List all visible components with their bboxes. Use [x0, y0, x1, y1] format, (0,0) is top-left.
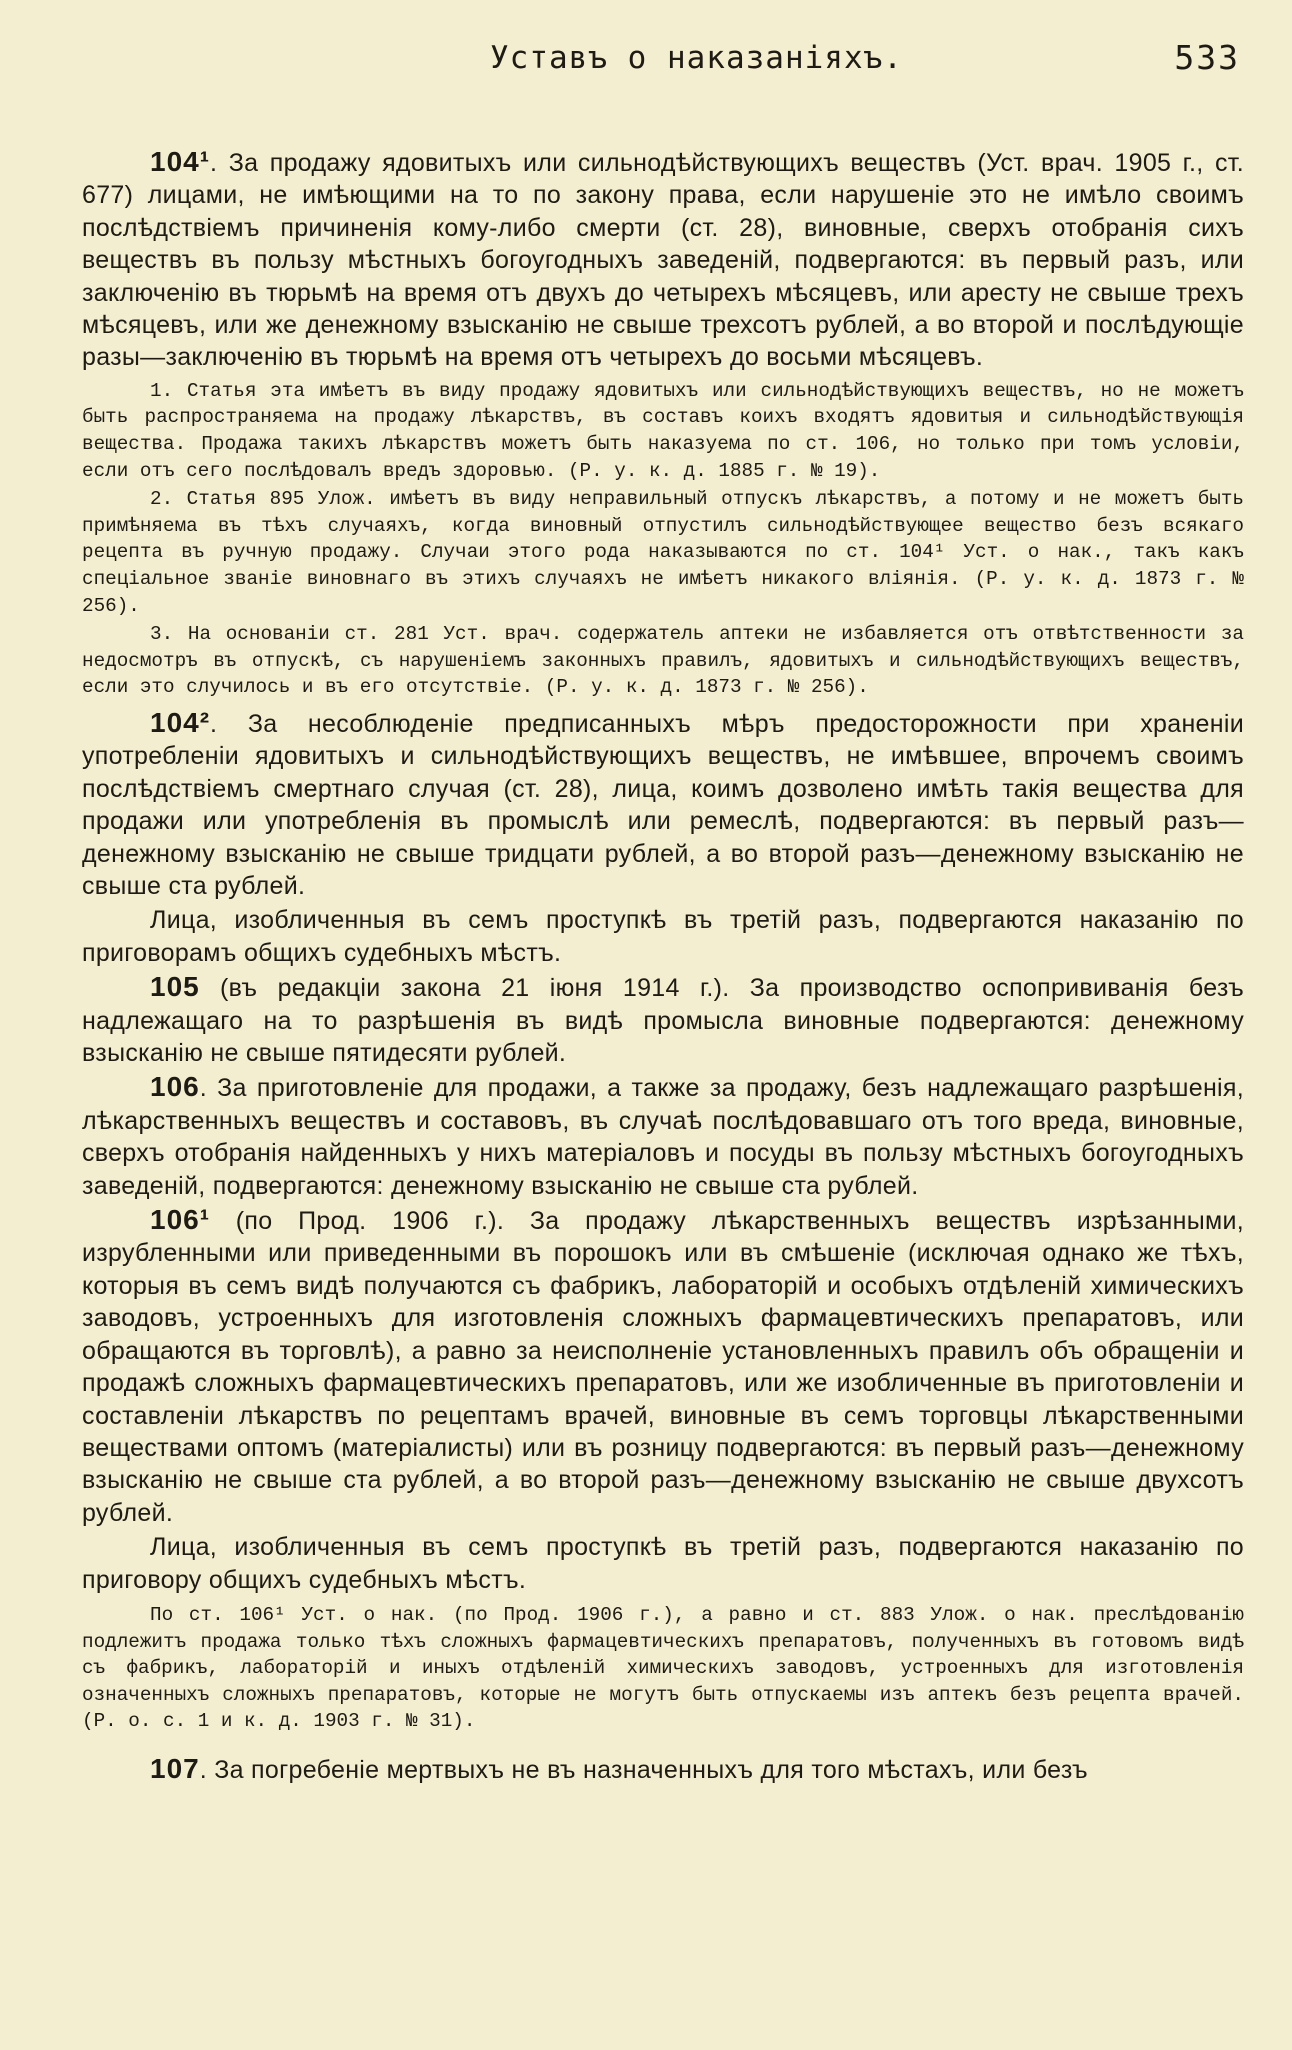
page-body [82, 146, 1244, 1786]
note-106-1: По ст. 106¹ Уст. о нак. (по Прод. 1906 г.), а равно и ст. 883 Улож. о нак. преслѣдованію подлежитъ продажа только тѣхъ сложныхъ фармацевтическихъ препаратовъ, полученныхъ въ готовомъ видѣ съ фабрикъ, лабораторій и иныхъ отдѣленій химическихъ заводовъ, устроенныхъ для изготовленія означенныхъ сложныхъ препаратовъ, которые не могутъ быть отпускаемы изъ аптекъ безъ рецепта врачей. (Р. о. с. 1 и к. д. 1903 г. № 31). [82, 1603, 1244, 1733]
article-text: (въ редакціи закона 21 іюня 1914 г.). За производство оспопрививанія безъ надлежащаго на то разрѣшенія въ видѣ промысла виновные подвергаются: денежному взысканію не свыше пятидесяти рублей. [82, 974, 1244, 1068]
article-text: . За несоблюденіе предписанныхъ мѣръ предосторожности при храненіи употребленіи ядовитыхъ и сильнодѣйствующихъ веществъ, не имѣвшее, впрочемъ своимъ послѣдствіемъ смертнаго случая (ст. 28), лица, коимъ дозволено имѣть такія вещества для продажи или употребленія въ промыслѣ или ремеслѣ, подвергаются: въ первый разъ—денежному взысканію не свыше тридцати рублей, а во второй разъ—денежному взысканію не свыше ста рублей. [82, 709, 1244, 900]
article-107 [82, 1753, 1244, 1786]
article-104-2-paragraph: Лица, изобличенныя въ семъ проступкѣ въ третій разъ, подвергаются наказанію по приговорамъ общихъ судебныхъ мѣстъ. [82, 906, 1244, 967]
article-text: . За продажу ядовитыхъ или сильнодѣйствующихъ веществъ (Уст. врач. 1905 г., ст. 677) лицами, не имѣющими на то по закону права, если нарушеніе это не имѣло своимъ послѣдствіемъ причиненія кому-либо смерти (ст. 28), виновные, сверхъ отобранія сихъ веществъ въ пользу мѣстныхъ богоугодныхъ заведеній, подвергаются: въ первый разъ, или заключенію въ тюрьмѣ на время отъ двухъ до четырехъ мѣсяцевъ, или аресту не свыше трехъ мѣсяцевъ, или же денежному взысканію не свыше трехсотъ рублей, а во второй и послѣдующіе разы—заключенію въ тюрьмѣ на время отъ четырехъ до восьми мѣсяцевъ. [82, 149, 1244, 372]
article-number: 104¹ [150, 146, 211, 177]
article-number: 107 [150, 1752, 200, 1784]
article-106 [82, 1071, 1244, 1202]
page-header [82, 36, 1244, 86]
article-106-1 [82, 1204, 1244, 1529]
running-title: Уставъ о наказаніяхъ. [490, 40, 903, 76]
article-104-1 [82, 146, 1244, 374]
article-text: . За погребеніе мертвыхъ не въ назначенныхъ для того мѣстахъ, или безъ [199, 1755, 1088, 1784]
article-number: 106 [150, 1071, 200, 1103]
note-2: 2. Статья 895 Улож. имѣетъ въ виду неправильный отпускъ лѣкарствъ, а потому и не можетъ быть примѣняема въ тѣхъ случаяхъ, когда виновный отпустилъ сильнодѣйствующее вещество безъ всякаго рецепта въ ручную продажу. Случаи этого рода наказываются по ст. 104¹ Уст. о нак., такъ какъ спеціальное званіе виновнаго въ этихъ случаяхъ не имѣетъ никакого вліянія. (Р. у. к. д. 1873 г. № 256). [82, 488, 1244, 617]
page-number: 533 [1174, 38, 1240, 77]
article-text: (по Прод. 1906 г.). За продажу лѣкарственныхъ веществъ изрѣзанными, изрубленными или приведенными въ порошокъ или въ смѣшеніе (исключая однако же тѣхъ, которыя въ семъ видѣ получаются съ фабрикъ, лабораторій и особыхъ отдѣленій химическихъ заводовъ, устроенныхъ для изготовленія сложныхъ фармацевтическихъ препаратовъ, или обращаются въ торговлѣ), а равно за неисполненіе установленныхъ правилъ объ обращеніи и продажѣ сложныхъ фармацевтическихъ препаратовъ, или же изобличенные въ приготовленіи и составленіи лѣкарствъ по рецептамъ врачей, виновные въ семъ торговцы лѣкарственными веществами оптомъ (матеріалисты) или въ розницу подвергаются: въ первый разъ—денежному взысканію не свыше ста рублей, а во второй разъ—денежному взысканію не свыше двухсотъ рублей. [82, 1207, 1244, 1527]
article-106-1-paragraph: Лица, изобличенныя въ семъ проступкѣ въ третій разъ, подвергаются наказанію по приговору общихъ судебныхъ мѣстъ. [82, 1533, 1244, 1594]
article-number: 106¹ [150, 1204, 211, 1236]
note-3: 3. На основаніи ст. 281 Уст. врач. содержатель аптеки не избавляется отъ отвѣтственности за недосмотръ въ отпускѣ, съ нарушеніемъ законныхъ правилъ, ядовитыхъ и сильнодѣйствующихъ веществъ, если это случилось и въ его отсутствіе. (Р. у. к. д. 1873 г. № 256). [82, 623, 1244, 699]
article-text: . За приготовленіе для продажи, а также за продажу, безъ надлежащаго разрѣшенія, лѣкарственныхъ веществъ и составовъ, въ случаѣ послѣдовавшаго отъ того вреда, виновные, сверхъ отобранія найденныхъ у нихъ матеріаловъ и посуды въ пользу мѣстныхъ богоугодныхъ заведеній, подвергаются: денежному взысканію не свыше ста рублей. [82, 1074, 1244, 1200]
article-number: 105 [150, 971, 200, 1003]
article-105 [82, 971, 1244, 1069]
note-1: 1. Статья эта имѣетъ въ виду продажу ядовитыхъ или сильнодѣйствующихъ веществъ, но не можетъ быть распространяема на продажу лѣкарствъ, въ составъ коихъ входятъ ядовитыя и сильнодѣйствующія вещества. Продажа такихъ лѣкарствъ можетъ быть наказуема по ст. 106, но только при томъ условіи, если отъ сего послѣдовалъ вредъ здоровью. (Р. у. к. д. 1885 г. № 19). [82, 379, 1244, 482]
article-number: 104² [150, 706, 211, 738]
article-104-2 [82, 707, 1244, 902]
notes-104-1 [82, 378, 1244, 701]
